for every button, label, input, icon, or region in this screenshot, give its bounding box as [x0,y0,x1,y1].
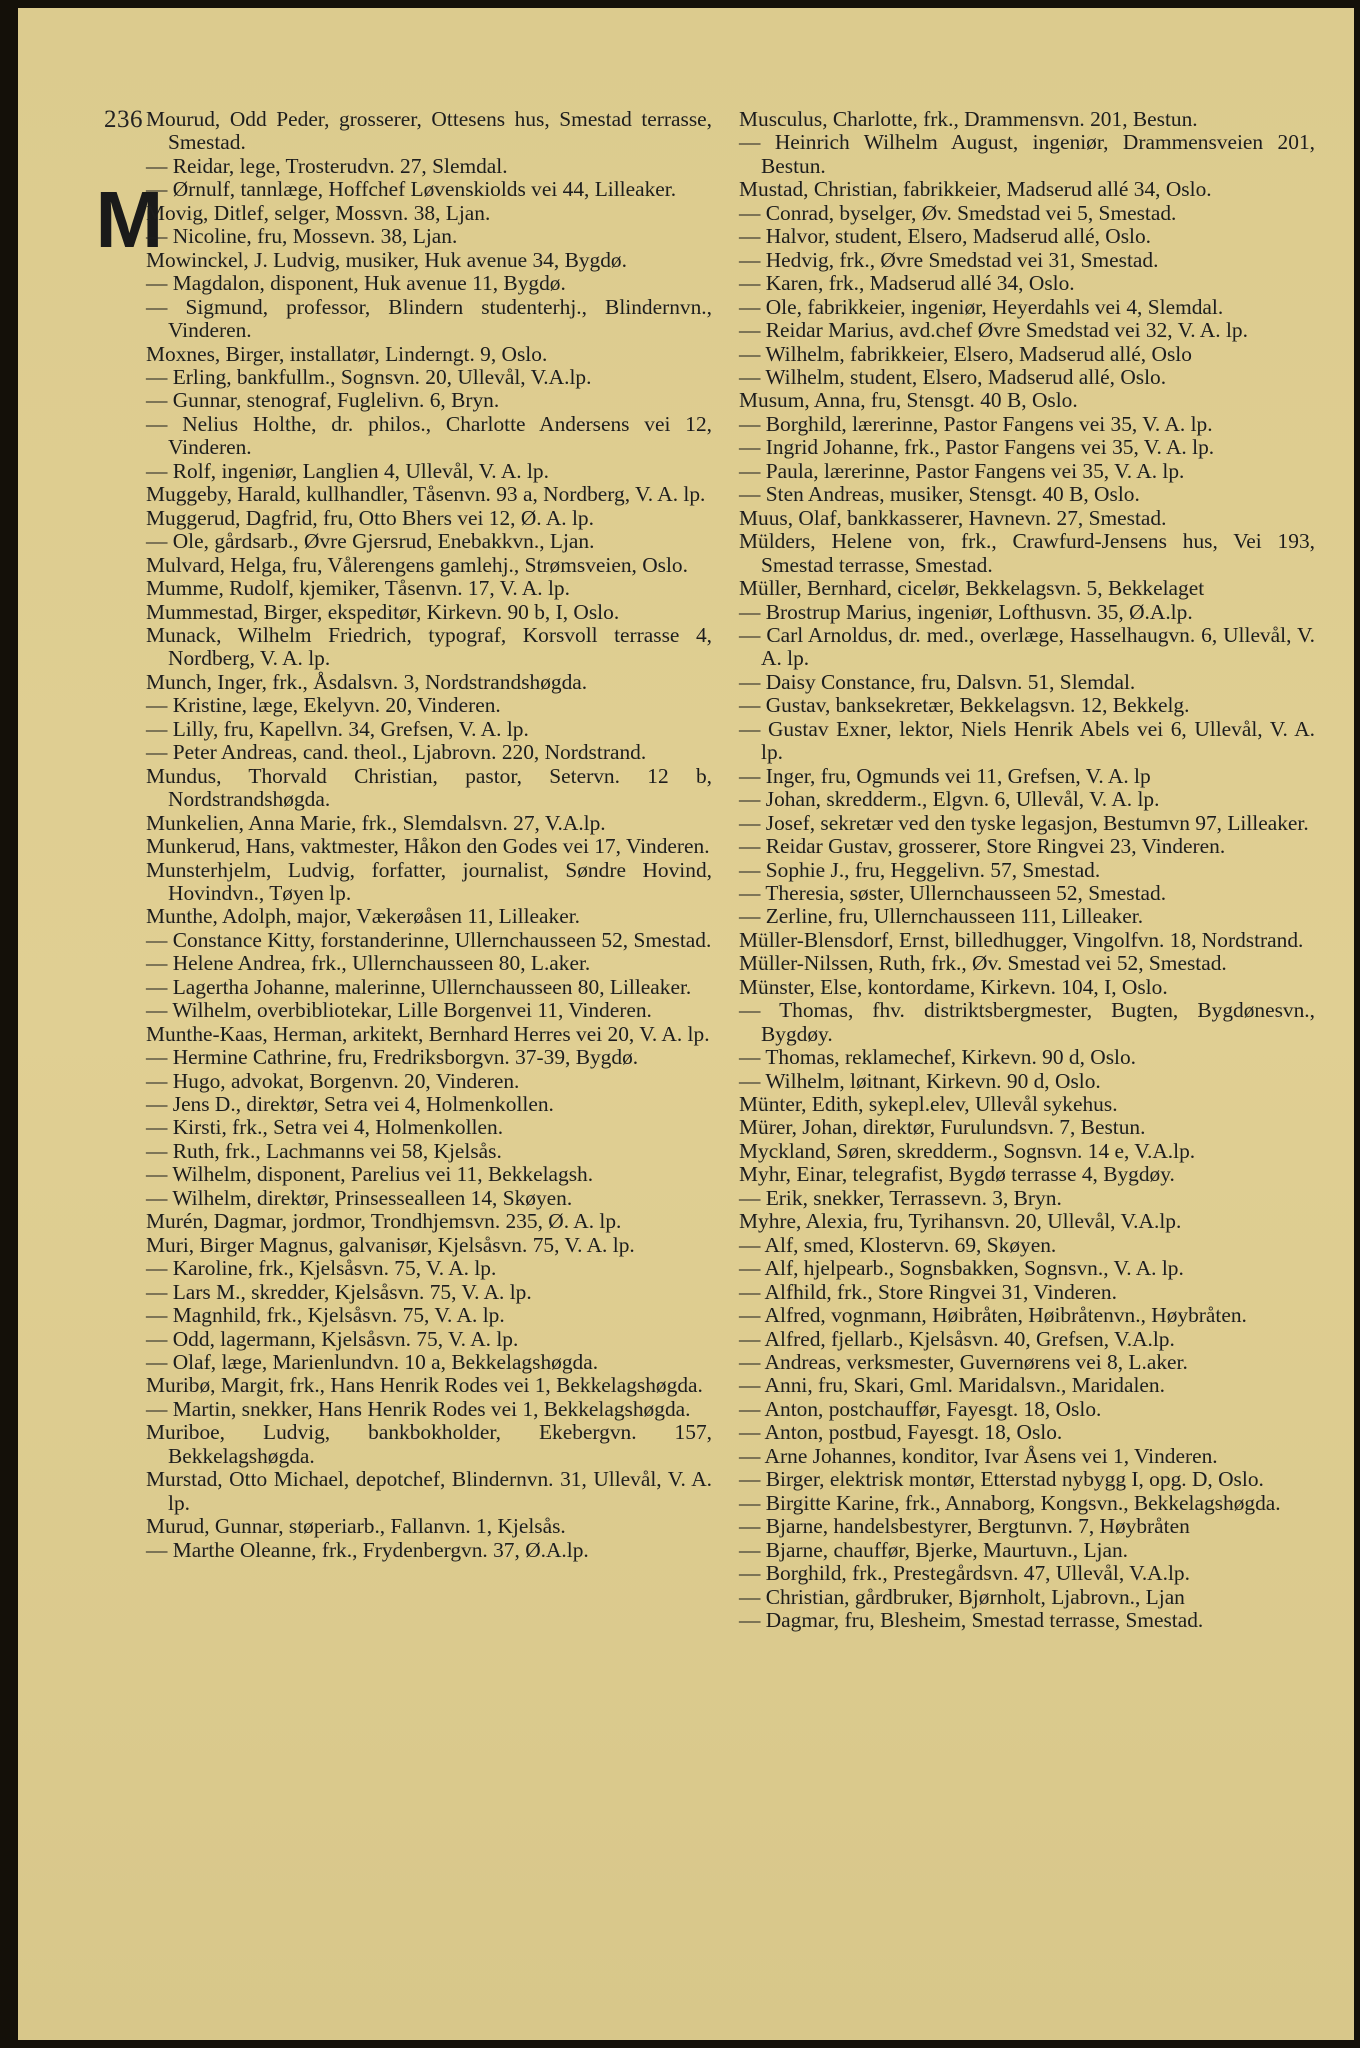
directory-entry: Muri, Birger Magnus, galvanisør, Kjelsåsvn. 75, V. A. lp. [146,1232,635,1257]
directory-entry: — Brostrup Marius, ingeniør, Lofthusvn. 35, Ø.A.lp. [739,599,1193,624]
directory-entry: — Birger, elektrisk montør, Etterstad nybygg I, opg. D, Oslo. [739,1467,1264,1492]
directory-entry: Mummestad, Birger, ekspeditør, Kirkevn. 90 b, I, Oslo. [146,599,620,624]
directory-entry: Munch, Inger, frk., Åsdalsvn. 3, Nordstrandshøgda. [146,669,588,694]
directory-entry: Myckland, Søren, skredderm., Sognsvn. 14 e, V.A.lp. [739,1138,1196,1163]
directory-entry: — Anton, postchauffør, Fayesgt. 18, Oslo. [739,1396,1102,1421]
directory-entry: — Alfred, fjellarb., Kjelsåsvn. 40, Grefsen, V.A.lp. [739,1326,1175,1351]
directory-entry: — Wilhelm, løitnant, Kirkevn. 90 d, Oslo. [739,1068,1101,1093]
directory-entry: — Gustav Exner, lektor, Niels Henrik Abels vei 6, Ullevål, V. A. lp. [739,716,1315,765]
directory-entry: — Thomas, fhv. distriktsbergmester, Bugten, Bygdønesvn., Bygdøy. [739,998,1315,1046]
directory-entry: — Ingrid Johanne, frk., Pastor Fangens vei 35, V. A. lp. [739,435,1215,460]
directory-entry: — Christian, gårdbruker, Bjørnholt, Ljabrovn., Ljan [739,1584,1185,1609]
directory-entry: Müller-Nilssen, Ruth, frk., Øv. Smestad vei 52, Smestad. [739,951,1227,976]
directory-entry: — Sten Andreas, musiker, Stensgt. 40 B, Oslo. [739,482,1140,507]
directory-entry: — Wilhelm, direktør, Prinsessealleen 14, Skøyen. [146,1185,573,1210]
directory-entry: — Wilhelm, disponent, Parelius vei 11, Bekkelagsh. [146,1162,594,1187]
directory-entry: — Borghild, lærerinne, Pastor Fangens vei 35, V. A. lp. [739,411,1213,436]
directory-entry: Movig, Ditlef, selger, Mossvn. 38, Ljan. [146,200,491,225]
directory-entry: — Andreas, verksmester, Guvernørens vei 8, L.aker. [739,1350,1188,1375]
directory-entry: Muus, Olaf, bankkasserer, Havnevn. 27, Smestad. [739,505,1167,530]
directory-entry: Munthe-Kaas, Herman, arkitekt, Bernhard Herres vei 20, V. A. lp. [146,1021,710,1046]
directory-entry: — Wilhelm, student, Elsero, Madserud allé, Oslo. [739,364,1167,389]
directory-entry: — Paula, lærerinne, Pastor Fangens vei 35, V. A. lp. [739,458,1185,483]
directory-entry: — Hugo, advokat, Borgenvn. 20, Vinderen. [146,1068,520,1093]
directory-entry: Mürer, Johan, direktør, Furulundsvn. 7, Bestun. [739,1115,1146,1140]
directory-entry: — Carl Arnoldus, dr. med., overlæge, Hasselhaugvn. 6, Ullevål, V. A. lp. [739,622,1315,671]
directory-entry: — Alfred, vognmann, Høibråten, Høibråtenvn., Høybråten. [739,1303,1247,1328]
directory-entry: — Hedvig, frk., Øvre Smedstad vei 31, Smestad. [739,247,1159,272]
directory-entry: — Rolf, ingeniør, Langlien 4, Ullevål, V. A. lp. [146,458,549,483]
directory-entry: Moxnes, Birger, installatør, Linderngt. 9, Oslo. [146,341,548,366]
directory-entry: Muriboe, Ludvig, bankbokholder, Ekebergvn. 157, Bekkelagshøgda. [146,1420,712,1468]
directory-entry: — Kristine, læge, Ekelyvn. 20, Vinderen. [146,693,501,718]
directory-entry: Mumme, Rudolf, kjemiker, Tåsenvn. 17, V. A. lp. [146,576,570,601]
directory-entry: — Magdalon, disponent, Huk avenue 11, Bygdø. [146,271,566,296]
directory-entry: Munkelien, Anna Marie, frk., Slemdalsvn. 27, V.A.lp. [146,810,606,835]
directory-entry: — Reidar Marius, avd.chef Øvre Smedstad vei 32, V. A. lp. [739,318,1248,343]
directory-entry: — Lagertha Johanne, malerinne, Ullernchausseen 80, Lilleaker. [146,974,692,999]
directory-entry: Mundus, Thorvald Christian, pastor, Setervn. 12 b, Nordstrandshøgda. [146,763,712,812]
directory-entry: — Ole, gårdsarb., Øvre Gjersrud, Enebakkvn., Ljan. [146,529,595,554]
directory-entry: — Bjarne, chauffør, Bjerke, Maurtuvn., Ljan. [739,1537,1129,1562]
directory-entry: Mourud, Odd Peder, grosserer, Ottesens hus, Smestad terrasse, Smestad. [146,107,712,155]
directory-entry: Munack, Wilhelm Friedrich, typograf, Korsvoll terrasse 4, Nordberg, V. A. lp. [146,622,712,671]
directory-entry: — Johan, skredderm., Elgvn. 6, Ullevål, V. A. lp. [739,787,1160,812]
directory-entry: — Gustav, banksekretær, Bekkelagsvn. 12, Bekkelg. [739,693,1190,718]
directory-entry: — Ole, fabrikkeier, ingeniør, Heyerdahls vei 4, Slemdal. [739,294,1224,319]
directory-entry: Müller-Blensdorf, Ernst, billedhugger, Vingolfvn. 18, Nordstrand. [739,927,1304,952]
directory-entry: Mustad, Christian, fabrikkeier, Madserud allé 34, Oslo. [739,177,1212,202]
directory-entry: — Constance Kitty, forstanderinne, Ullernchausseen 52, Smestad. [146,927,712,952]
directory-entry: — Nicoline, fru, Mossevn. 38, Ljan. [146,224,458,249]
directory-entry: — Martin, snekker, Hans Henrik Rodes vei 1, Bekkelagshøgda. [146,1396,691,1421]
directory-entry: Münster, Else, kontordame, Kirkevn. 104, I, Oslo. [739,974,1168,999]
directory-entry: — Peter Andreas, cand. theol., Ljabrovn. 220, Nordstrand. [146,740,647,765]
directory-entry: — Wilhelm, overbibliotekar, Lille Borgenvei 11, Vinderen. [146,998,652,1023]
section-letter: M [95,175,164,264]
directory-entry: — Reidar, lege, Trosterudvn. 27, Slemdal. [146,153,508,178]
directory-entry: — Jens D., direktør, Setra vei 4, Holmenkollen. [146,1092,554,1117]
directory-entry: — Conrad, byselger, Øv. Smedstad vei 5, Smestad. [739,200,1177,225]
directory-entry: — Magnhild, frk., Kjelsåsvn. 75, V. A. lp. [146,1303,505,1328]
directory-entry: — Anton, postbud, Fayesgt. 18, Oslo. [739,1420,1063,1445]
left-column [146,108,712,1562]
directory-entry: — Gunnar, stenograf, Fuglelivn. 6, Bryn. [146,388,500,413]
directory-entry: — Hermine Cathrine, fru, Fredriksborgvn. 37-39, Bygdø. [146,1045,639,1070]
directory-entry: Münter, Edith, sykepl.elev, Ullevål sykehus. [739,1092,1118,1117]
directory-entry: — Nelius Holthe, dr. philos., Charlotte Andersens vei 12, Vinderen. [146,411,712,460]
directory-entry: — Wilhelm, fabrikkeier, Elsero, Madserud allé, Oslo [739,341,1192,366]
directory-entry: — Lars M., skredder, Kjelsåsvn. 75, V. A. lp. [146,1279,532,1304]
directory-entry: — Josef, sekretær ved den tyske legasjon, Bestumvn 97, Lilleaker. [739,810,1309,835]
directory-entry: — Alfhild, frk., Store Ringvei 31, Vinderen. [739,1279,1117,1304]
right-column [739,108,1315,1632]
directory-entry: Munsterhjelm, Ludvig, forfatter, journalist, Søndre Hovind, Hovindvn., Tøyen lp. [146,857,712,905]
directory-entry: Mulvard, Helga, fru, Vålerengens gamlehj., Strømsveien, Oslo. [146,552,688,577]
directory-entry: — Inger, fru, Ogmunds vei 11, Grefsen, V. A. lp [739,763,1151,788]
directory-entry: — Dagmar, fru, Blesheim, Smestad terrasse, Smestad. [739,1608,1204,1632]
directory-entry: — Zerline, fru, Ullernchausseen 111, Lilleaker. [739,904,1144,929]
directory-entry: Murud, Gunnar, støperiarb., Fallanvn. 1, Kjelsås. [146,1514,566,1539]
directory-entry: — Bjarne, handelsbestyrer, Bergtunvn. 7, Høybråten [739,1514,1190,1539]
directory-entry: — Erling, bankfullm., Sognsvn. 20, Ullevål, V.A.lp. [146,364,592,389]
directory-entry: Munkerud, Hans, vaktmester, Håkon den Godes vei 17, Vinderen. [146,834,710,859]
directory-entry: — Reidar Gustav, grosserer, Store Ringvei 23, Vinderen. [739,834,1226,859]
directory-entry: — Lilly, fru, Kapellvn. 34, Grefsen, V. A. lp. [146,716,529,741]
page-number: 236 [104,106,143,133]
directory-entry: — Sophie J., fru, Heggelivn. 57, Smestad. [739,857,1101,882]
directory-entry: Muggerud, Dagfrid, fru, Otto Bhers vei 12, Ø. A. lp. [146,505,594,530]
directory-entry: Mowinckel, J. Ludvig, musiker, Huk avenue 34, Bygdø. [146,247,627,272]
directory-entry: — Anni, fru, Skari, Gml. Maridalsvn., Maridalen. [739,1373,1165,1398]
directory-entry: Munthe, Adolph, major, Vækerøåsen 11, Lilleaker. [146,904,581,929]
directory-page [18,8,1354,2040]
directory-entry: — Marthe Oleanne, frk., Frydenbergvn. 37, Ø.A.lp. [146,1537,589,1562]
directory-entry: Murstad, Otto Michael, depotchef, Blindernvn. 31, Ullevål, V. A. lp. [146,1467,712,1515]
directory-entry: Musum, Anna, fru, Stensgt. 40 B, Oslo. [739,388,1078,413]
directory-entry: Muribø, Margit, frk., Hans Henrik Rodes vei 1, Bekkelagshøgda. [146,1373,703,1398]
directory-entry: — Arne Johannes, konditor, Ivar Åsens vei 1, Vinderen. [739,1443,1218,1468]
directory-entry: — Ruth, frk., Lachmanns vei 58, Kjelsås. [146,1138,502,1163]
directory-entry: — Birgitte Karine, frk., Annaborg, Kongsvn., Bekkelagshøgda. [739,1490,1281,1515]
directory-entry: Mülders, Helene von, frk., Crawfurd-Jensens hus, Vei 193, Smestad terrasse, Smestad. [739,529,1315,577]
directory-entry: — Daisy Constance, fru, Dalsvn. 51, Slemdal. [739,669,1136,694]
directory-entry: — Karen, frk., Madserud allé 34, Oslo. [739,271,1075,296]
directory-entry: — Erik, snekker, Terrassevn. 3, Bryn. [739,1185,1062,1210]
directory-entry: Myhre, Alexia, fru, Tyrihansvn. 20, Ullevål, V.A.lp. [739,1209,1182,1234]
directory-entry: — Kirsti, frk., Setra vei 4, Holmenkollen. [146,1115,504,1140]
directory-entry: — Borghild, frk., Prestegårdsvn. 47, Ullevål, V.A.lp. [739,1561,1190,1586]
directory-entry: — Olaf, læge, Marienlundvn. 10 a, Bekkelagshøgda. [146,1350,599,1375]
directory-entry: Müller, Bernhard, cicelør, Bekkelagsvn. 5, Bekkelaget [739,576,1205,601]
directory-entry: — Alf, hjelpearb., Sognsbakken, Sognsvn., V. A. lp. [739,1256,1184,1281]
directory-entry: — Odd, lagermann, Kjelsåsvn. 75, V. A. lp. [146,1326,519,1351]
directory-entry: Murén, Dagmar, jordmor, Trondhjemsvn. 235, Ø. A. lp. [146,1209,622,1234]
directory-entry: Musculus, Charlotte, frk., Drammensvn. 201, Bestun. [739,107,1198,131]
directory-entry: — Karoline, frk., Kjelsåsvn. 75, V. A. lp. [146,1256,497,1281]
directory-entry: — Alf, smed, Klostervn. 69, Skøyen. [739,1232,1057,1257]
directory-entry: — Ørnulf, tannlæge, Hoffchef Løvenskiolds vei 44, Lilleaker. [146,177,677,202]
directory-entry: Muggeby, Harald, kullhandler, Tåsenvn. 93 a, Nordberg, V. A. lp. [146,482,706,507]
directory-entry: — Theresia, søster, Ullernchausseen 52, Smestad. [739,880,1167,905]
directory-entry: — Heinrich Wilhelm August, ingeniør, Drammensveien 201, Bestun. [739,130,1315,178]
directory-entry: — Sigmund, professor, Blindern studenterhj., Blindernvn., Vinderen. [146,294,712,343]
directory-entry: — Helene Andrea, frk., Ullernchausseen 80, L.aker. [146,951,591,976]
directory-entry: Myhr, Einar, telegrafist, Bygdø terrasse 4, Bygdøy. [739,1162,1175,1187]
directory-entry: — Thomas, reklamechef, Kirkevn. 90 d, Oslo. [739,1045,1137,1070]
directory-entry: — Halvor, student, Elsero, Madserud allé, Oslo. [739,224,1152,249]
